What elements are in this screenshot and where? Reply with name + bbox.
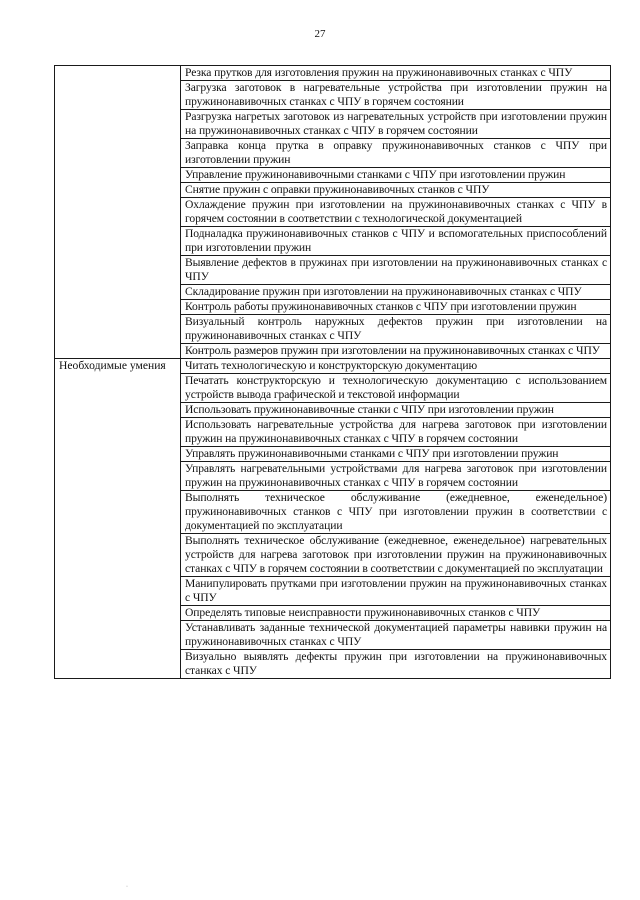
skill-item: Устанавливать заданные технической документацией параметры навивки пружин на пружинонавивочных станках с ЧПУ bbox=[181, 621, 611, 650]
skill-item: Манипулировать прутками при изготовлении пружин на пружинонавивочных станках с ЧПУ bbox=[181, 577, 611, 606]
action-item: Резка прутков для изготовления пружин на пружинонавивочных станках с ЧПУ bbox=[181, 66, 611, 81]
action-item: Складирование пружин при изготовлении на пружинонавивочных станках с ЧПУ bbox=[181, 285, 611, 300]
skill-item: Управлять пружинонавивочными станками с ЧПУ при изготовлении пружин bbox=[181, 447, 611, 462]
action-item: Подналадка пружинонавивочных станков с ЧПУ и вспомогательных приспособлений при изготовлении пружин bbox=[181, 227, 611, 256]
competency-table bbox=[54, 65, 611, 679]
skill-item: Читать технологическую и конструкторскую документацию bbox=[181, 359, 611, 374]
section-label-skills: Необходимые умения bbox=[55, 359, 181, 679]
action-item: Разгрузка нагретых заготовок из нагревательных устройств при изготовлении пружин на пружинонавивочных станках с ЧПУ в горячем состоянии bbox=[181, 110, 611, 139]
action-item: Заправка конца прутка в оправку пружинонавивочных станков с ЧПУ при изготовлении пружин bbox=[181, 139, 611, 168]
table-row bbox=[55, 66, 611, 81]
action-item: Визуальный контроль наружных дефектов пружин при изготовлении на пружинонавивочных станках с ЧПУ bbox=[181, 315, 611, 344]
skill-item: Выполнять техническое обслуживание (ежедневное, еженедельное) пружинонавивочных станков с ЧПУ при изготовлении пружин в соответствии с документацией по эксплуатации bbox=[181, 491, 611, 534]
action-item: Управление пружинонавивочными станками с ЧПУ при изготовлении пружин bbox=[181, 168, 611, 183]
table-row bbox=[55, 359, 611, 374]
action-item: Выявление дефектов в пружинах при изготовлении на пружинонавивочных станках с ЧПУ bbox=[181, 256, 611, 285]
section-label-actions bbox=[55, 66, 181, 359]
skill-item: Определять типовые неисправности пружинонавивочных станков с ЧПУ bbox=[181, 606, 611, 621]
action-item: Контроль размеров пружин при изготовлении на пружинонавивочных станках с ЧПУ bbox=[181, 344, 611, 359]
skill-item: Визуально выявлять дефекты пружин при изготовлении на пружинонавивочных станках с ЧПУ bbox=[181, 650, 611, 679]
action-item: Охлаждение пружин при изготовлении на пружинонавивочных станках с ЧПУ в горячем состоянии в соответствии с технологической документацией bbox=[181, 198, 611, 227]
action-item: Контроль работы пружинонавивочных станков с ЧПУ при изготовлении пружин bbox=[181, 300, 611, 315]
action-item: Загрузка заготовок в нагревательные устройства при изготовлении пружин на пружинонавивочных станках с ЧПУ в горячем состоянии bbox=[181, 81, 611, 110]
skill-item: Выполнять техническое обслуживание (ежедневное, еженедельное) нагревательных устройств для нагрева заготовок при изготовлении пружин на пружинонавивочных станках с ЧПУ в горячем состоянии в соответствии с документацией по эксплуатации bbox=[181, 534, 611, 577]
skill-item: Использовать пружинонавивочные станки с ЧПУ при изготовлении пружин bbox=[181, 403, 611, 418]
skill-item: Печатать конструкторскую и технологическую документацию с использованием устройств вывода графической и текстовой информации bbox=[181, 374, 611, 403]
scan-mark: · bbox=[126, 884, 128, 890]
skill-item: Использовать нагревательные устройства для нагрева заготовок при изготовлении пружин на пружинонавивочных станках с ЧПУ в горячем состоянии bbox=[181, 418, 611, 447]
skill-item: Управлять нагревательными устройствами для нагрева заготовок при изготовлении пружин на пружинонавивочных станках с ЧПУ в горячем состоянии bbox=[181, 462, 611, 491]
action-item: Снятие пружин с оправки пружинонавивочных станков с ЧПУ bbox=[181, 183, 611, 198]
page-number: 27 bbox=[314, 28, 326, 40]
